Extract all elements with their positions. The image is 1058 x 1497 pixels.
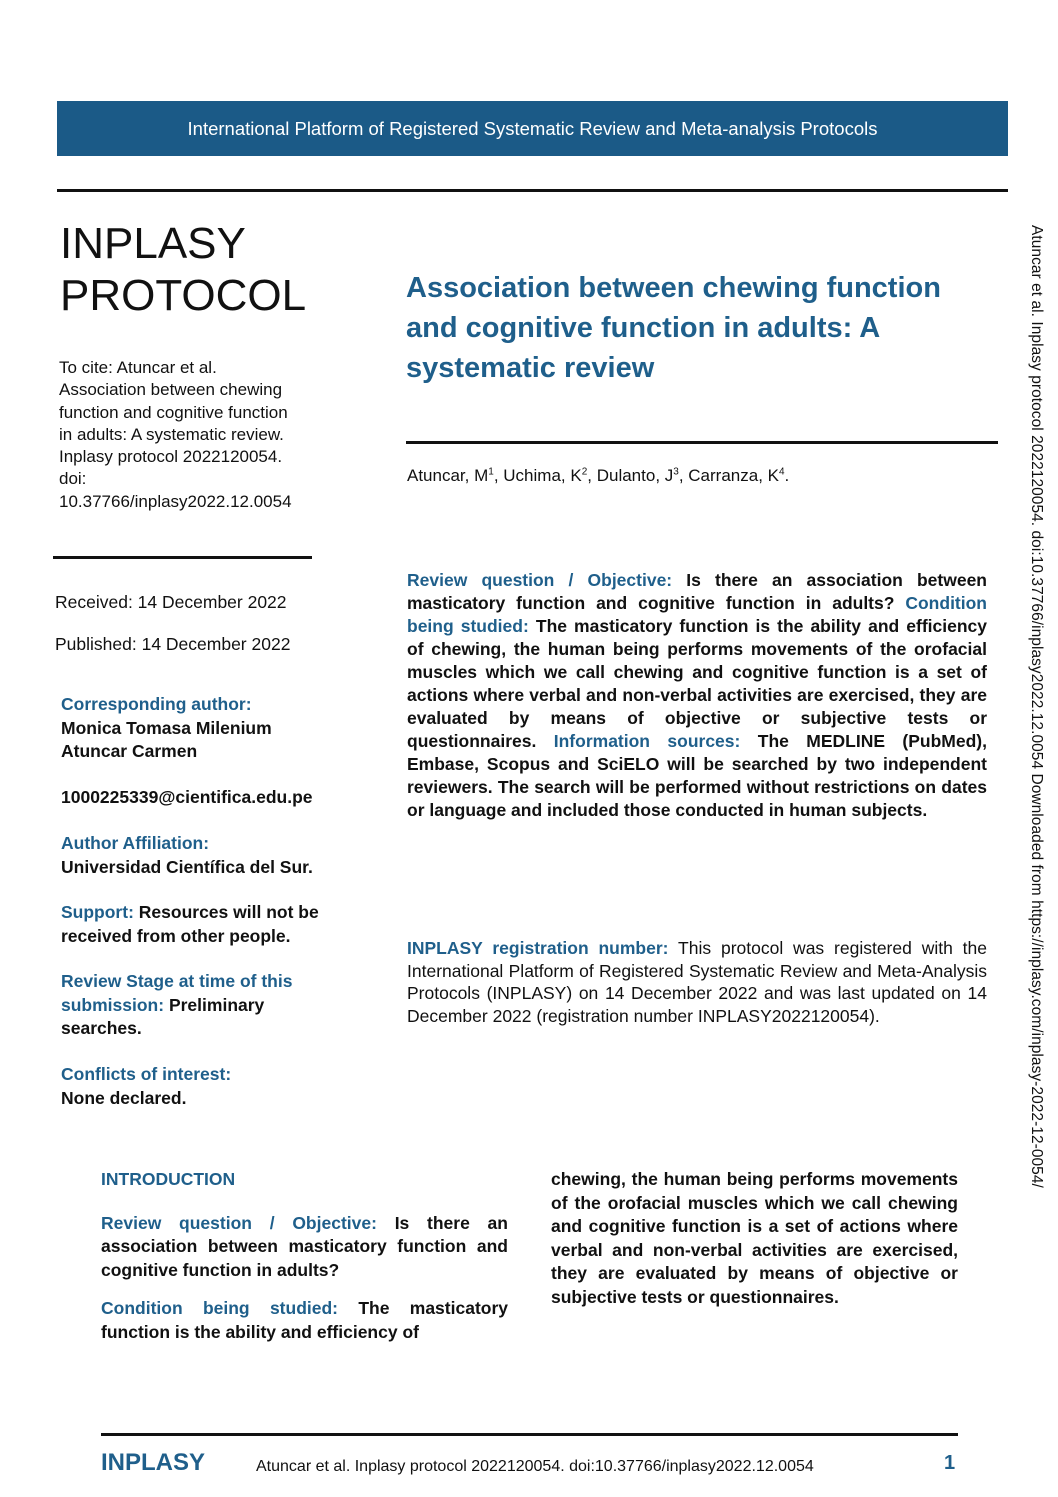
condition-text: The masticatory function is the ability and efficiency of chewing, the human being performs movements of the orofacial muscles which we call chewing and cognitive function is a set of actions where verbal and non-verbal activities are exercised, they are evaluated by means of objective or subjective tests or questionnaires. [407,616,987,751]
intro-review-question-label: Review question / Objective: [101,1212,377,1233]
header-banner: International Platform of Registered Systematic Review and Meta-analysis Protocols [57,101,1008,156]
author-list: Atuncar, $M^1$, Uchima, $K^2$, Dulanto, $J^3$, Carranza, $K^4$. [407,466,790,485]
intro-condition [101,1297,508,1344]
published-date: Published: 14 December 2022 [55,634,291,654]
author-name: Carranza, K [688,466,779,485]
page-number: 1 [944,1452,956,1474]
conflicts-label: Conflicts of interest: [61,1064,232,1084]
corresponding-author-name: Monica Tomasa Milenium [61,717,272,738]
author-affiliation-marker: 4 [778,466,785,478]
cite-divider [53,556,312,559]
intro-review-question-text: Is there an association between masticatory function and cognitive function in adults? [101,1212,508,1280]
citation-line: function and cognitive function [59,402,288,422]
corresponding-author-label: Corresponding author: [61,694,252,714]
received-date: Received: 14 December 2022 [55,592,287,612]
protocol-heading-line1: INPLASY [60,219,246,268]
introduction-column-right: chewing, the human being performs movements of the orofacial muscles which we call chewing and cognitive function is a set of actions where verbal and non-verbal activities are exercised, they are evaluated by means of objective or subjective tests or questionnaires. [551,1169,958,1307]
introduction-heading: INTRODUCTION [101,1169,236,1189]
citation-block [59,357,349,513]
author-name: Dulanto, J [596,466,674,485]
top-divider [57,189,1008,192]
review-question-label: Review question / Objective: [407,570,673,590]
citation-line: To cite: Atuncar et al. [59,358,217,377]
citation-line: in adults: A systematic review. [59,424,284,444]
protocol-heading [60,218,306,322]
author-email: 1000225339@cientifica.edu.pe [61,787,313,807]
condition-label: Condition being studied: [407,593,987,636]
registration-block [407,937,987,1027]
article-title: Association between chewing function and cognitive function in adults: A systematic review [406,272,941,384]
information-sources-text: The MEDLINE (PubMed), Embase, Scopus and SciELO will be searched by two independent reviewers. The search will be performed without restrictions on dates or language and included those conducted in human subjects. [407,731,987,820]
review-stage-label: submission: [61,994,165,1015]
conflicts-block [61,1063,231,1110]
author-name: Uchima, K [503,466,582,485]
email-block [61,786,313,810]
affiliation-label: Author Affiliation: [61,833,210,853]
footer-brand: INPLASY [101,1449,206,1476]
support-value: Resources will not be [138,902,319,922]
corresponding-author-block [61,693,272,764]
intro-condition-label: Condition being studied: [101,1298,338,1318]
citation-line: 10.37766/inplasy2022.12.0054 [59,491,292,511]
information-sources-label: Information sources: [553,731,741,751]
abstract [407,569,987,822]
intro-review-question [101,1212,508,1283]
title-divider [406,441,998,444]
intro-condition-text: The masticatory function is the ability and efficiency of [101,1298,509,1342]
review-stage-label: Review Stage at time of this [61,971,293,991]
protocol-heading-line2: PROTOCOL [60,271,307,320]
registration-text: This protocol was registered with the International Platform of Registered Systematic Review and Meta-Analysis Protocols (INPLASY) on 14 December 2022 and was last updated on 14 December 2022 (registration number INPLASY2022120054). [407,938,987,1026]
author-affiliation-marker: 3 [673,466,679,478]
support-block [61,901,319,948]
support-value: received from other people. [61,925,291,946]
corresponding-author-name: Atuncar Carmen [61,741,198,761]
review-stage-value: searches. [61,1018,142,1038]
introduction-column-left [101,1168,508,1359]
author-name: Atuncar, M [407,466,489,485]
affiliation-block [61,832,313,879]
author-affiliation-marker: 2 [581,466,588,478]
review-stage-block [61,970,292,1041]
registration-label: INPLASY registration number: [407,938,669,958]
footer-divider [101,1433,958,1436]
review-question-text: Is there an association between masticatory function and cognitive function in adults? [407,570,987,613]
citation-line: Association between chewing [59,380,283,400]
support-label: Support: [61,902,134,922]
footer-citation: Atuncar et al. Inplasy protocol 2022120054. doi:10.37766/inplasy2022.12.0054 [256,1458,814,1475]
download-watermark-strip: Atuncar et al. Inplasy protocol 2022120054. doi:10.37766/inplasy2022.12.0054 Downloaded from https://inplasy.com/inplasy-2022-12-0054/ [1028,225,1045,1188]
citation-line: doi: [59,469,87,489]
affiliation-value: Universidad Científica del Sur. [61,856,313,877]
conflicts-value: None declared. [61,1087,187,1108]
author-affiliation-marker: 1 [488,466,494,478]
review-stage-value: Preliminary [168,994,265,1015]
citation-line: Inplasy protocol 2022120054. [59,447,283,467]
